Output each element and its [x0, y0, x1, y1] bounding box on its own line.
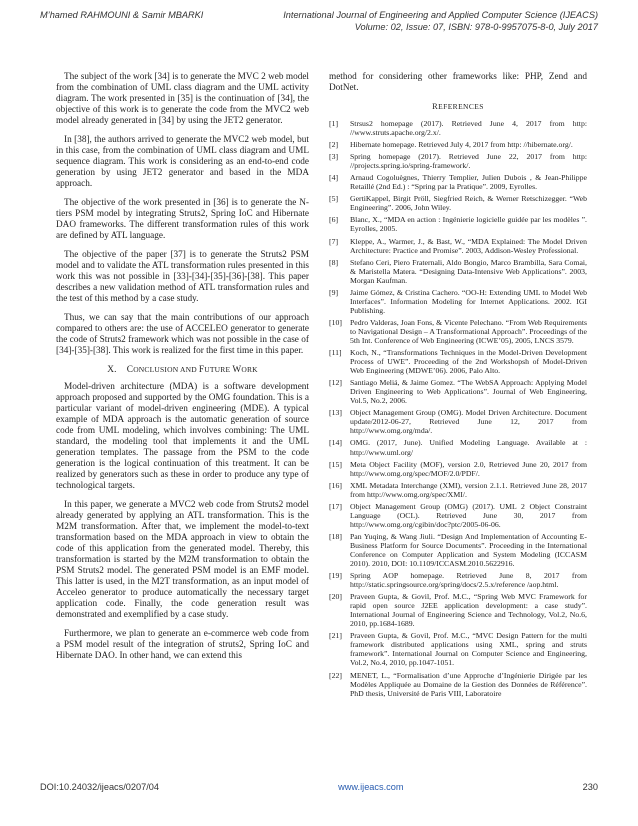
paragraph: method for considering other frameworks like: PHP, Zend and DotNet.	[329, 72, 587, 93]
references-heading-part: EFERENCES	[438, 102, 484, 111]
reference-text: Blanc, X., “MDA en action : Ingénierie logicielle guidée par les modèles ”. Eyrolles, 2005.	[350, 215, 587, 234]
reference-text: Object Management Group (OMG) (2017). UML 2 Object Constraint Language (OCL). Retrieved June 30, 2017 from http://www.omg.org/cgibin/doc?ptc/2005-06-06.	[350, 501, 587, 529]
reference-item	[329, 460, 587, 478]
paragraph: The subject of the work [34] is to generate the MVC 2 web model from the combination of UML class diagram and the UML activity diagram. The work presented in [35] is the continuation of [34], the objective of this work is to generate the code from the MVC2 web model already generated in [34] by using the JET2 generator.	[56, 72, 309, 126]
reference-text: Pan Yuqing, & Wang Jiuli. “Design And Implementation of Accounting E-Business Platform for Source Documents”. Proceeding in the International Conference on Computer Application and System Modeling (ICCASM 2010). 2010, DOI: 10.1109/ICCASM.2010.5622916.	[350, 531, 587, 569]
reference-text: Jaime Gómez, & Cristina Cachero. “OO-H: Extending UML to Model Web Interfaces”. Information Modeling for Internet Applications. 2002. IGI Publishing.	[350, 287, 587, 315]
reference-number: [13]	[329, 408, 342, 418]
reference-item	[329, 671, 587, 698]
reference-text: MENET, L., “Formalisation d’une Approche d’Ingénierie Dirigée par les Modèles Appliquée au Domaine de la Gestion des Données de Référence”. PhD thesis, Université de Paris VIII, Laboratoire	[350, 670, 587, 698]
section-title-part: UTURE	[204, 365, 233, 374]
reference-item	[329, 288, 587, 315]
reference-text: Strsus2 homepage (2017). Retrieved June 4, 2017 from http: //www.struts.apache.org/2.x/.	[350, 119, 587, 138]
page-header	[40, 10, 598, 32]
reference-text: Kleppe, A., Warmer, J., & Bast, W., “MDA Explained: The Model Driven Architecture: Practice and Promise”. 2003, Addison-Wesley Professional.	[350, 236, 587, 255]
reference-item	[329, 348, 587, 375]
reference-text: Stefano Ceri, Piero Fraternali, Aldo Bongio, Marco Brambilla, Sara Comai, & Maristella Matera. “Designing Data-Intensive Web Applications”. 2003, Morgan Kaufman.	[350, 257, 587, 285]
reference-number: [14]	[329, 438, 342, 448]
section-title-part: ORK	[241, 365, 258, 374]
header-volume: Volume: 02, Issue: 07, ISBN: 978-0-9957075-8-0, July 2017	[354, 22, 598, 32]
reference-text: Spring homepage (2017). Retrieved June 22, 2017 from http: //projects.spring.io/spring-framework/.	[350, 152, 587, 171]
reference-text: OMG. (2017, June). Unified Modeling Language. Available at : http://www.uml.org/	[350, 438, 587, 457]
reference-item	[329, 318, 587, 345]
reference-number: [4]	[329, 173, 339, 183]
reference-number: [16]	[329, 480, 342, 490]
reference-number: [5]	[329, 194, 339, 204]
reference-item	[329, 140, 587, 149]
paragraph: The objective of the paper [37] is to generate the Struts2 PSM model and to validate the ATL transformation rules presented in this work this was not possible in [33]-[34]-[35]-[36]-[38]. This paper describes a new validation method of ATL transformation rules and the test of this method by a case study.	[56, 250, 309, 304]
reference-text: Spring AOP homepage. Retrieved June 8, 2017 from http://static.springsource.org/spring/docs/2.5.x/reference /aop.html.	[350, 571, 587, 590]
reference-text: Object Management Group (OMG). Model Driven Architecture. Document update/2012-06-27, Retrieved June 12, 2017 from http://www.omg.org/mda/.	[350, 408, 587, 436]
reference-number: [9]	[329, 287, 339, 297]
reference-number: [3]	[329, 152, 339, 162]
reference-number: [18]	[329, 531, 342, 541]
page-footer	[40, 782, 598, 792]
footer-url[interactable]: www.ijeacs.com	[338, 782, 404, 792]
reference-item	[329, 502, 587, 529]
reference-text: Koch, N., “Transformations Techniques in the Model-Driven Development Process of UWE”. Proceeding of the 2nd Workshopsh of Model-Driven Web Engineering (MDWE’06). 2006, Palo Alto.	[350, 348, 587, 376]
section-title-part: ONCLUSION AND	[133, 365, 199, 374]
reference-item	[329, 481, 587, 499]
section-title-part: F	[198, 365, 205, 375]
reference-text: Arnaud Cogoluègnes, Thierry Templier, Julien Dubois , & Jean-Philippe Retaillé (2nd Ed.) : “Spring par la Pratique”. 2009, Eyrolles.	[350, 173, 587, 192]
paragraph: The objective of the work presented in [36] is to generate the N-tiers PSM model by integrating Struts2, Spring IoC and Hibernate DAO frameworks. The different transformation rules of this work are defined by ATL language.	[56, 198, 309, 241]
reference-text: Pedro Valderas, Joan Fons, & Vicente Pelechano. “From Web Requirements to Navigational Design – A Transformational Approach”. Proceedings of the 5th Int. Conference of Web Engineering (ICWE’05), 2005, LNCS 3579.	[350, 317, 587, 345]
reference-text: Praveen Gupta, & Govil, Prof. M.C., “Spring Web MVC Framework for rapid open source J2EE application development: a case study”. International Journal of Engineering Science and Technology, Vol.2, No.6, 2010, pp.1684-1689.	[350, 592, 587, 629]
reference-number: [17]	[329, 501, 342, 511]
reference-item	[329, 631, 587, 667]
header-authors: M’hamed RAHMOUNI & Samir MBARKI	[40, 10, 204, 20]
left-column	[56, 72, 309, 670]
section-number: X.	[107, 365, 117, 375]
reference-item	[329, 258, 587, 285]
reference-number: [19]	[329, 571, 342, 581]
reference-number: [12]	[329, 378, 342, 388]
paragraph: Model-driven architecture (MDA) is a software development approach proposed and supported by the OMG foundation. This is a particular variant of model-driven engineering (MDE). A typical example of MDA approach is the automatic generation of source code from UML modeling, which involves combining: The UML standard, the modeling tool that implements it and the UML generation templates. The passage from the PSM to the code generation is the logical continuation of this treatment. It can be realized by generators such as these in order to produce any type of technological targets.	[56, 382, 309, 491]
reference-item	[329, 215, 587, 233]
reference-item	[329, 438, 587, 456]
reference-number: [11]	[329, 348, 342, 358]
footer-doi: DOI:10.24032/ijeacs/0207/04	[40, 782, 160, 792]
section-title-part: W	[232, 365, 242, 375]
reference-text: Praveen Gupta, & Govil, Prof. M.C., “MVC Design Pattern for the multi framework distributed applications using XML, spring and struts framework”. International Journal on Computer Science and Engineering, Vol.2, No.4, 2010, pp.1047-1051.	[350, 631, 587, 668]
reference-number: [8]	[329, 257, 339, 267]
reference-item	[329, 408, 587, 435]
section-heading	[56, 365, 309, 375]
reference-number: [6]	[329, 215, 339, 225]
paragraph: Thus, we can say that the main contributions of our approach compared to others are: the use of ACCELEO generator to generate the code of Struts2 framework which was not possible in the case of [34]-[35]-[38]. This work is realized for the first time in this paper.	[56, 313, 309, 356]
reference-item	[329, 119, 587, 137]
references-heading-part: R	[432, 102, 439, 111]
paragraph: Furthermore, we plan to generate an e-commerce web code from a PSM model result of the integration of struts2, Spring IoC and Hibernate DAO. In other hand, we can extend this	[56, 629, 309, 661]
reference-number: [1]	[329, 119, 339, 128]
reference-number: [2]	[329, 140, 339, 150]
reference-number: [15]	[329, 459, 342, 469]
reference-item	[329, 237, 587, 255]
reference-text: Hibernate homepage. Retrieved July 4, 2017 from http: //hibernate.org/.	[350, 140, 573, 150]
reference-item	[329, 532, 587, 568]
right-column	[329, 72, 587, 701]
reference-number: [21]	[329, 631, 342, 641]
reference-text: GertiKappel, Birgit Pröll, Siegfried Reich, & Werner Retschizegger. “Web Engineering”. 2006, John Wiley.	[350, 194, 587, 213]
reference-item	[329, 152, 587, 170]
reference-number: [20]	[329, 592, 342, 602]
paragraph: In this paper, we generate a MVC2 web code from Struts2 model already generated by applying an ATL transformation. This is the M2M transformation. After that, we implement the model-to-text transformation based on the MDA approach in view to obtain the code of this application from the generated model. Thereby, this transformation is started by the M2M transformation to obtain the PSM Struts2 model. The generated PSM model is an EMF model. This latter is used, in the M2T transformation, as an input model of Acceleo generator to produce automatically the necessary target application code. Finally, the code generation result was demonstrated and exemplified by a case study.	[56, 500, 309, 620]
reference-number: [10]	[329, 317, 342, 327]
reference-item	[329, 592, 587, 628]
reference-number: [7]	[329, 236, 339, 246]
reference-text: Meta Object Facility (MOF), version 2.0, Retrieved June 20, 2017 from http://www.omg.org/spec/MOF/2.0/PDF/.	[350, 459, 587, 478]
reference-text: XML Metadata Interchange (XMI), version 2.1.1. Retrieved June 28, 2017 from http://www.omg.org/spec/XMI/.	[350, 480, 587, 499]
reference-text: Santiago Meliá, & Jaime Gomez. “The WebSA Approach: Applying Model Driven Engineering to Web Applications”. Journal of Web Engineering, Vol.5, No.2, 2006.	[350, 378, 587, 406]
references-heading	[329, 102, 587, 111]
paragraph: In [38], the authors arrived to generate the MVC2 web model, but in this case, from the combination of UML class diagram and UML sequence diagram. This work is considering as an end-to-end code generation by using JET2 generator and based in the MDA approach.	[56, 135, 309, 189]
reference-number: [22]	[329, 670, 342, 680]
reference-item	[329, 194, 587, 212]
reference-list	[329, 119, 587, 698]
reference-item	[329, 173, 587, 191]
header-journal: International Journal of Engineering and Applied Computer Science (IJEACS)	[283, 10, 598, 20]
reference-item	[329, 378, 587, 405]
page-number: 230	[582, 782, 598, 792]
reference-item	[329, 571, 587, 589]
section-title-part: C	[126, 365, 134, 375]
